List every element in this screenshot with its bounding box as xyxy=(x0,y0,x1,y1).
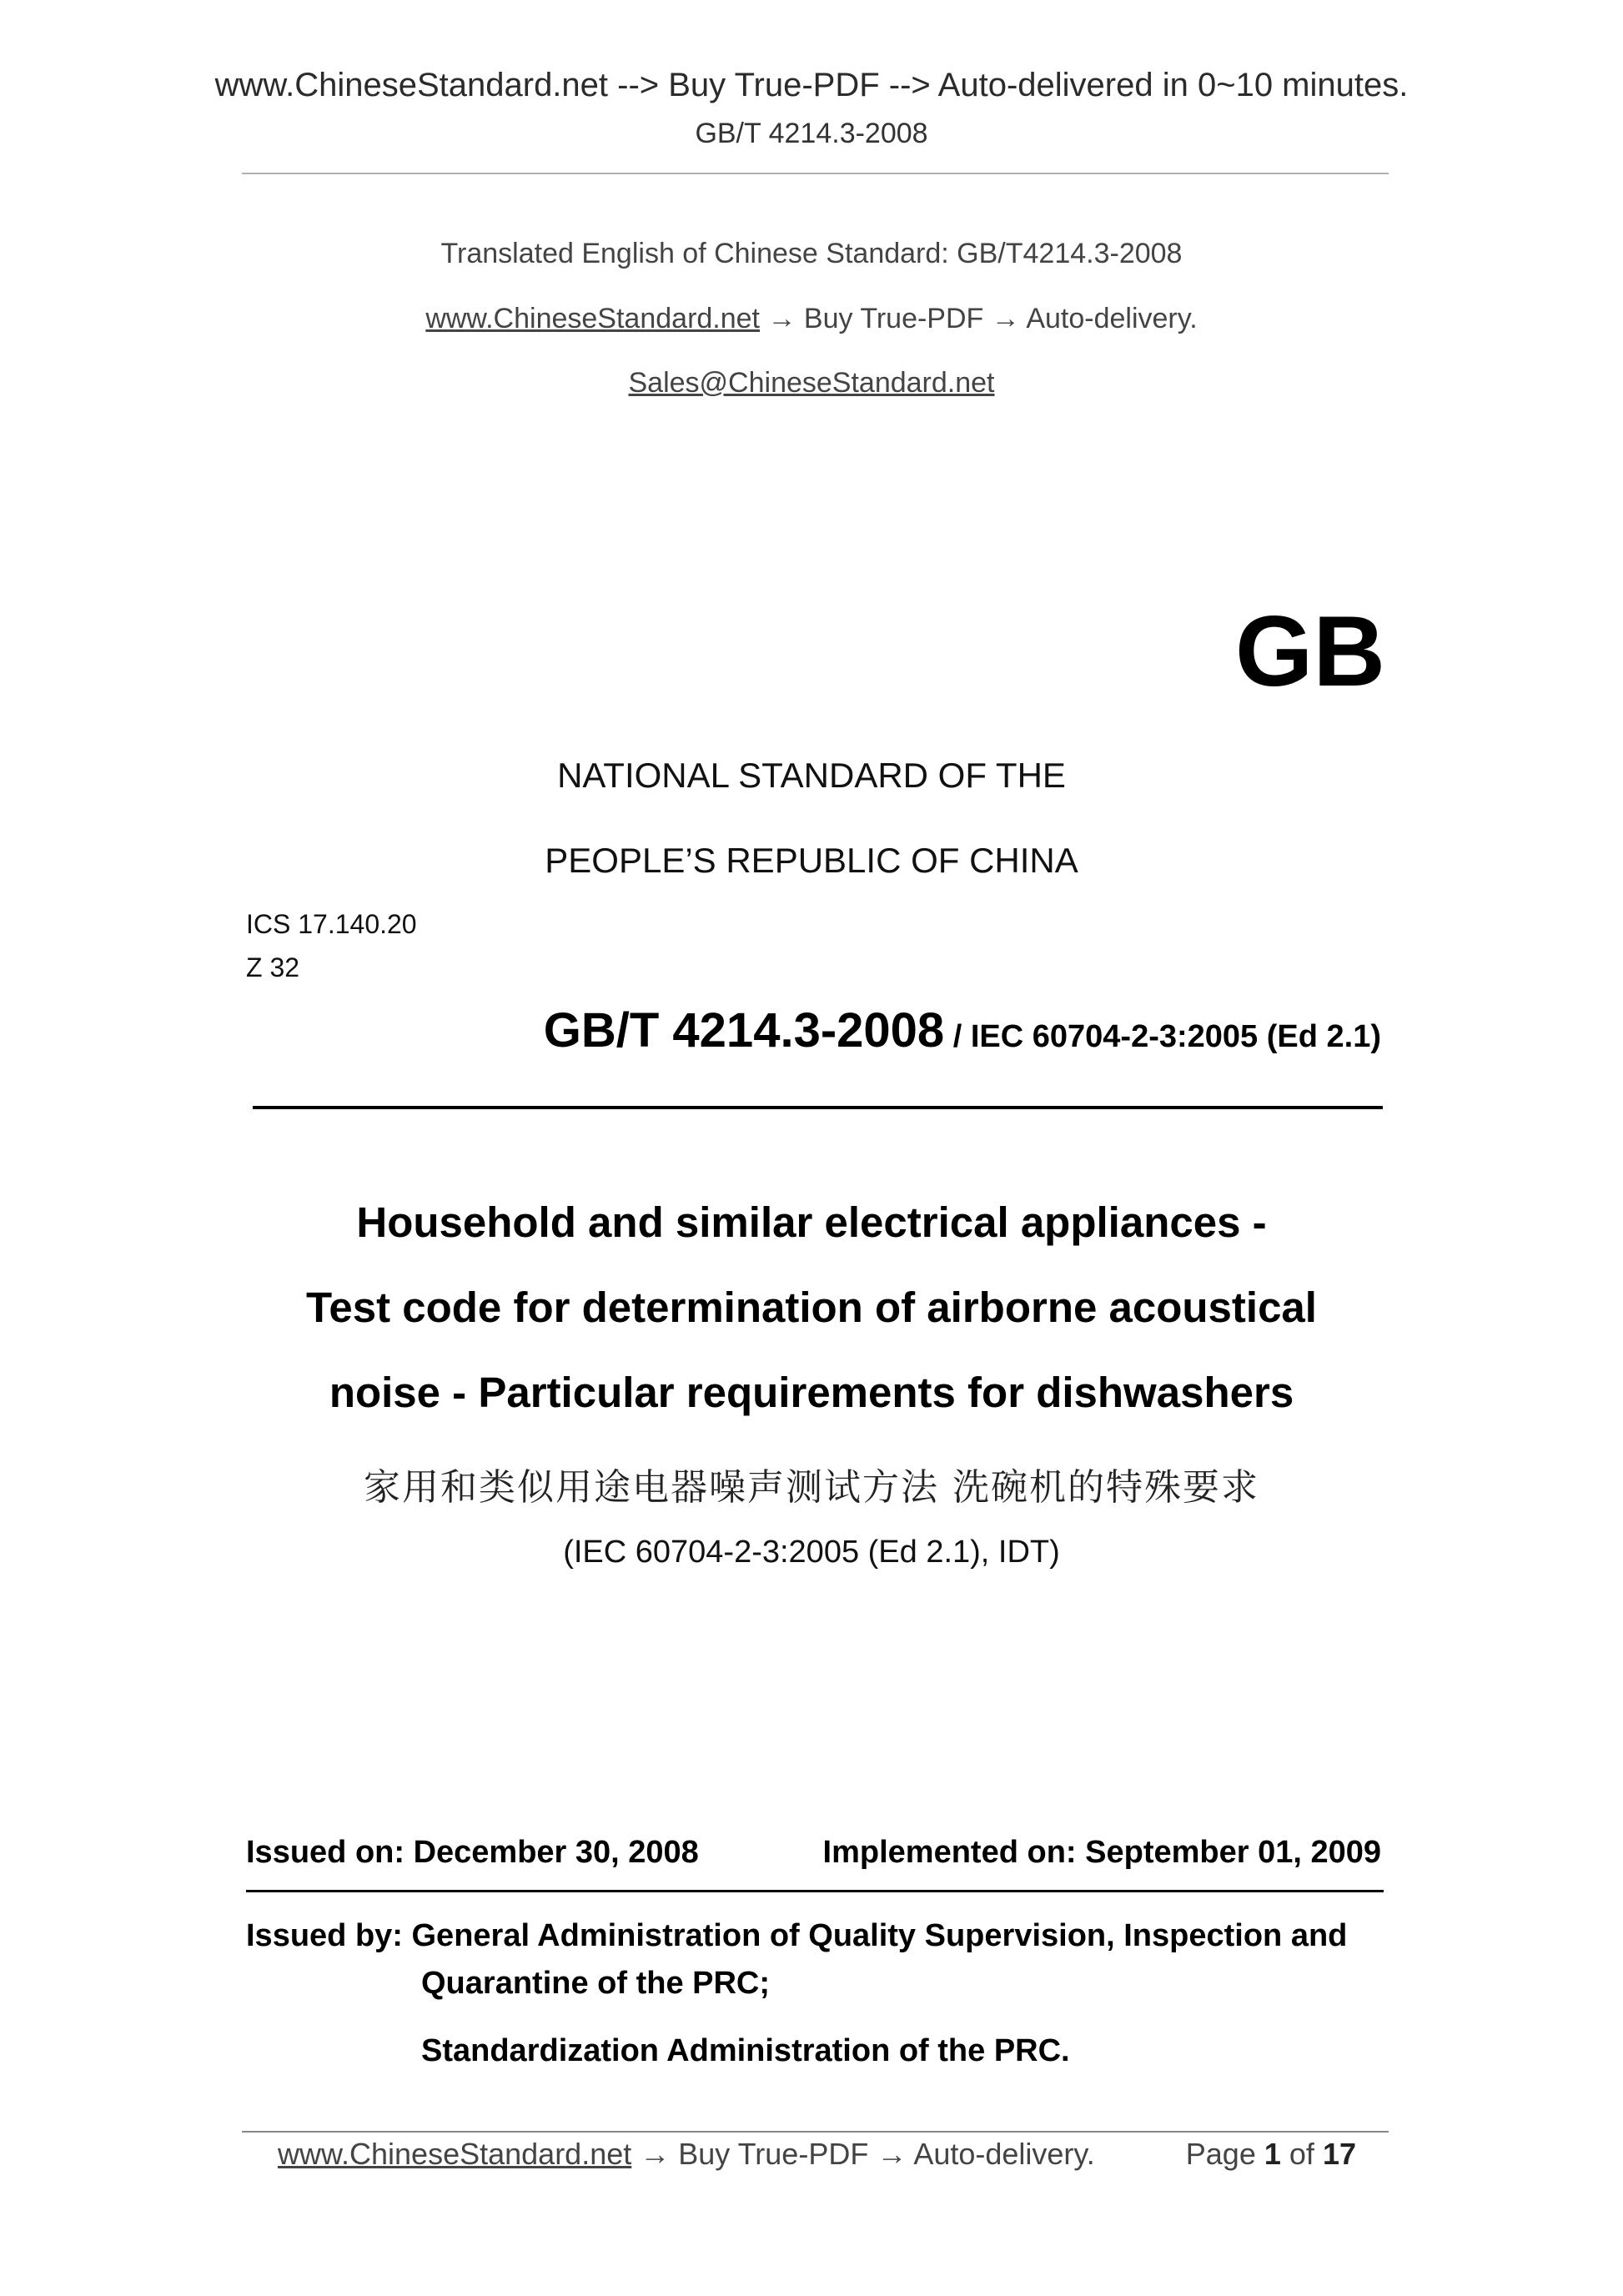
ics-code: ICS 17.140.20 xyxy=(246,909,417,939)
issued-by-line2: Quarantine of the PRC; xyxy=(421,1966,771,2001)
footer-site-link[interactable]: www.ChineseStandard.net xyxy=(278,2137,632,2171)
std-number-equiv: / IEC 60704-2-3:2005 (Ed 2.1) xyxy=(944,1019,1381,1054)
title-line-1: Household and similar electrical appliances - xyxy=(356,1198,1267,1246)
translated-note: Translated English of Chinese Standard: GB/T4214.3-2008 xyxy=(440,238,1183,269)
buy-text: → Buy True-PDF → Auto-delivery. xyxy=(760,303,1198,334)
standard-number-divider xyxy=(253,1106,1383,1109)
issue-divider xyxy=(246,1890,1384,1892)
site-link[interactable]: www.ChineseStandard.net xyxy=(425,303,761,334)
header-std-code: GB/T 4214.3-2008 xyxy=(695,118,928,149)
page-label: Page xyxy=(1185,2137,1256,2171)
standard-number xyxy=(544,1002,1381,1058)
title-chinese: 家用和类似用途电器噪声测试方法 洗碗机的特殊要求 xyxy=(364,1466,1259,1509)
national-standard-line2: PEOPLE’S REPUBLIC OF CHINA xyxy=(545,841,1078,880)
title-line-2: Test code for determination of airborne acoustical xyxy=(306,1284,1317,1331)
implemented-on: Implemented on: September 01, 2009 xyxy=(822,1835,1381,1870)
page-total: 17 xyxy=(1322,2137,1356,2171)
footer-buy-text: → Buy True-PDF → Auto-delivery. xyxy=(631,2137,1095,2171)
footer-buy-line xyxy=(278,2137,1095,2172)
national-standard-line1: NATIONAL STANDARD OF THE xyxy=(557,756,1066,795)
gb-mark: GB xyxy=(1235,595,1385,707)
sales-email-line xyxy=(0,367,1623,399)
page-indicator xyxy=(1186,2137,1356,2172)
issued-by-line1: Issued by: General Administration of Quality Supervision, Inspection and xyxy=(246,1918,1348,1953)
z-code: Z 32 xyxy=(246,952,300,982)
header-divider xyxy=(242,173,1389,174)
std-number-main: GB/T 4214.3-2008 xyxy=(543,1003,945,1058)
issued-by-line3: Standardization Administration of the PRC. xyxy=(421,2033,1070,2068)
issued-on: Issued on: December 30, 2008 xyxy=(246,1835,699,1870)
idt-reference: (IEC 60704-2-3:2005 (Ed 2.1), IDT) xyxy=(563,1535,1060,1570)
title-line-3: noise - Particular requirements for dishwashers xyxy=(329,1369,1294,1416)
header-promo: www.ChineseStandard.net --> Buy True-PDF --> Auto-delivered in 0~10 minutes. xyxy=(214,67,1409,103)
sales-email-link[interactable]: Sales@ChineseStandard.net xyxy=(628,367,995,399)
buy-line xyxy=(0,303,1623,335)
page-number: 1 xyxy=(1264,2137,1281,2171)
of-label: of xyxy=(1289,2137,1314,2171)
footer-divider xyxy=(242,2131,1389,2133)
